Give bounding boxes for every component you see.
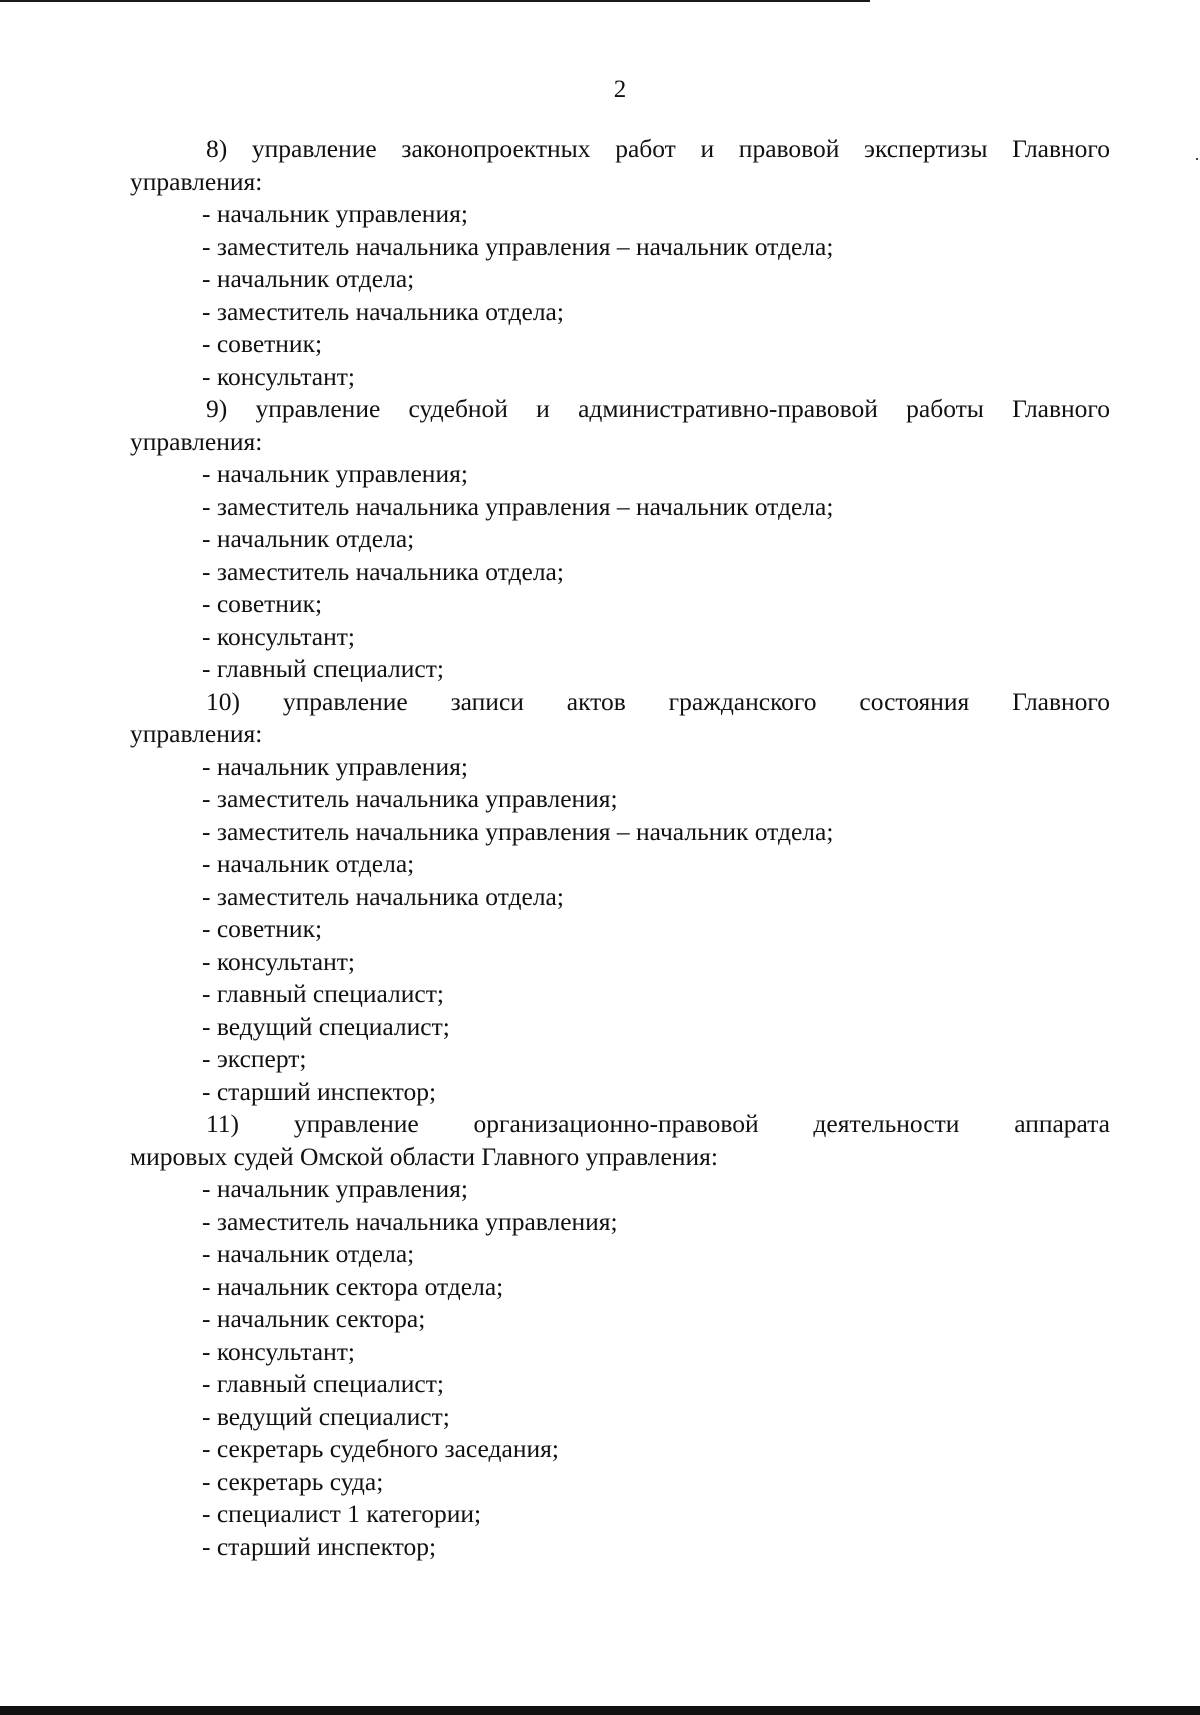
position-list (130, 751, 1110, 1109)
list-item: - начальник отдела; (202, 264, 415, 293)
list-item: - начальник управления; (202, 1174, 468, 1203)
position-list (130, 1173, 1110, 1563)
list-item: - начальник сектора отдела; (202, 1271, 504, 1301)
list-item: - начальник управления; (202, 751, 468, 781)
scan-speck (1196, 158, 1198, 160)
section-heading-continuation: мировых судей Омской области Главного управления: (130, 1141, 718, 1171)
list-item: - ведущий специалист; (202, 1011, 450, 1041)
list-item: - заместитель начальника управления – начальник отдела; (202, 231, 834, 261)
section-heading-continuation: управления: (130, 719, 263, 748)
list-item: - главный специалист; (202, 979, 444, 1008)
list-item: - заместитель начальника управления; (202, 784, 618, 813)
list-item: - заместитель начальника отдела; (202, 556, 564, 586)
list-item: - заместитель начальника отдела; (202, 881, 564, 911)
list-item: - заместитель начальника управления – начальник отдела; (202, 816, 834, 846)
document-body (130, 133, 1110, 1563)
scan-bottom-edge-bar (0, 1706, 1200, 1715)
scan-top-edge-line (0, 0, 870, 2)
position-list (130, 198, 1110, 393)
section-heading: 8) управление законопроектных работ и правовой экспертизы Главного (206, 134, 1110, 163)
list-item: - советник; (202, 329, 323, 358)
list-item: - начальник управления; (202, 459, 468, 488)
list-item: - советник; (202, 914, 323, 943)
list-item: - старший инспектор; (202, 1076, 437, 1106)
list-item: - консультант; (202, 946, 355, 976)
list-item: - начальник отдела; (202, 524, 415, 553)
section-10 (130, 686, 1110, 1109)
list-item: - консультант; (202, 1336, 355, 1366)
list-item: - заместитель начальника управления – начальник отдела; (202, 491, 834, 521)
list-item: - секретарь судебного заседания; (202, 1434, 559, 1463)
section-heading-continuation: управления: (130, 426, 263, 456)
section-heading: 10) управление записи актов гражданского состояния Главного (206, 686, 1110, 716)
list-item: - главный специалист; (202, 1369, 444, 1398)
list-item: - заместитель начальника отдела; (202, 296, 564, 326)
list-item: - старший инспектор; (202, 1531, 437, 1561)
section-11 (130, 1108, 1110, 1563)
list-item: - советник; (202, 589, 323, 618)
list-item: - секретарь суда; (202, 1466, 384, 1496)
list-item: - начальник сектора; (202, 1304, 426, 1333)
list-item: - начальник управления; (202, 199, 468, 228)
list-item: - заместитель начальника управления; (202, 1206, 618, 1236)
list-item: - консультант; (202, 361, 355, 391)
list-item: - ведущий специалист; (202, 1401, 450, 1431)
section-heading: 9) управление судебной и административно-правовой работы Главного (206, 394, 1110, 423)
section-9 (130, 393, 1110, 686)
page-number: 2 (613, 76, 627, 103)
list-item: - специалист 1 категории; (202, 1499, 482, 1528)
list-item: - начальник отдела; (202, 1239, 415, 1268)
list-item: - начальник отдела; (202, 849, 415, 878)
section-heading-continuation: управления: (130, 166, 263, 196)
list-item: - консультант; (202, 621, 355, 651)
section-heading: 11) управление организационно-правовой деятельности аппарата (206, 1109, 1110, 1138)
list-item: - главный специалист; (202, 654, 444, 683)
list-item: - эксперт; (202, 1044, 307, 1073)
position-list (130, 458, 1110, 686)
section-8 (130, 133, 1110, 393)
